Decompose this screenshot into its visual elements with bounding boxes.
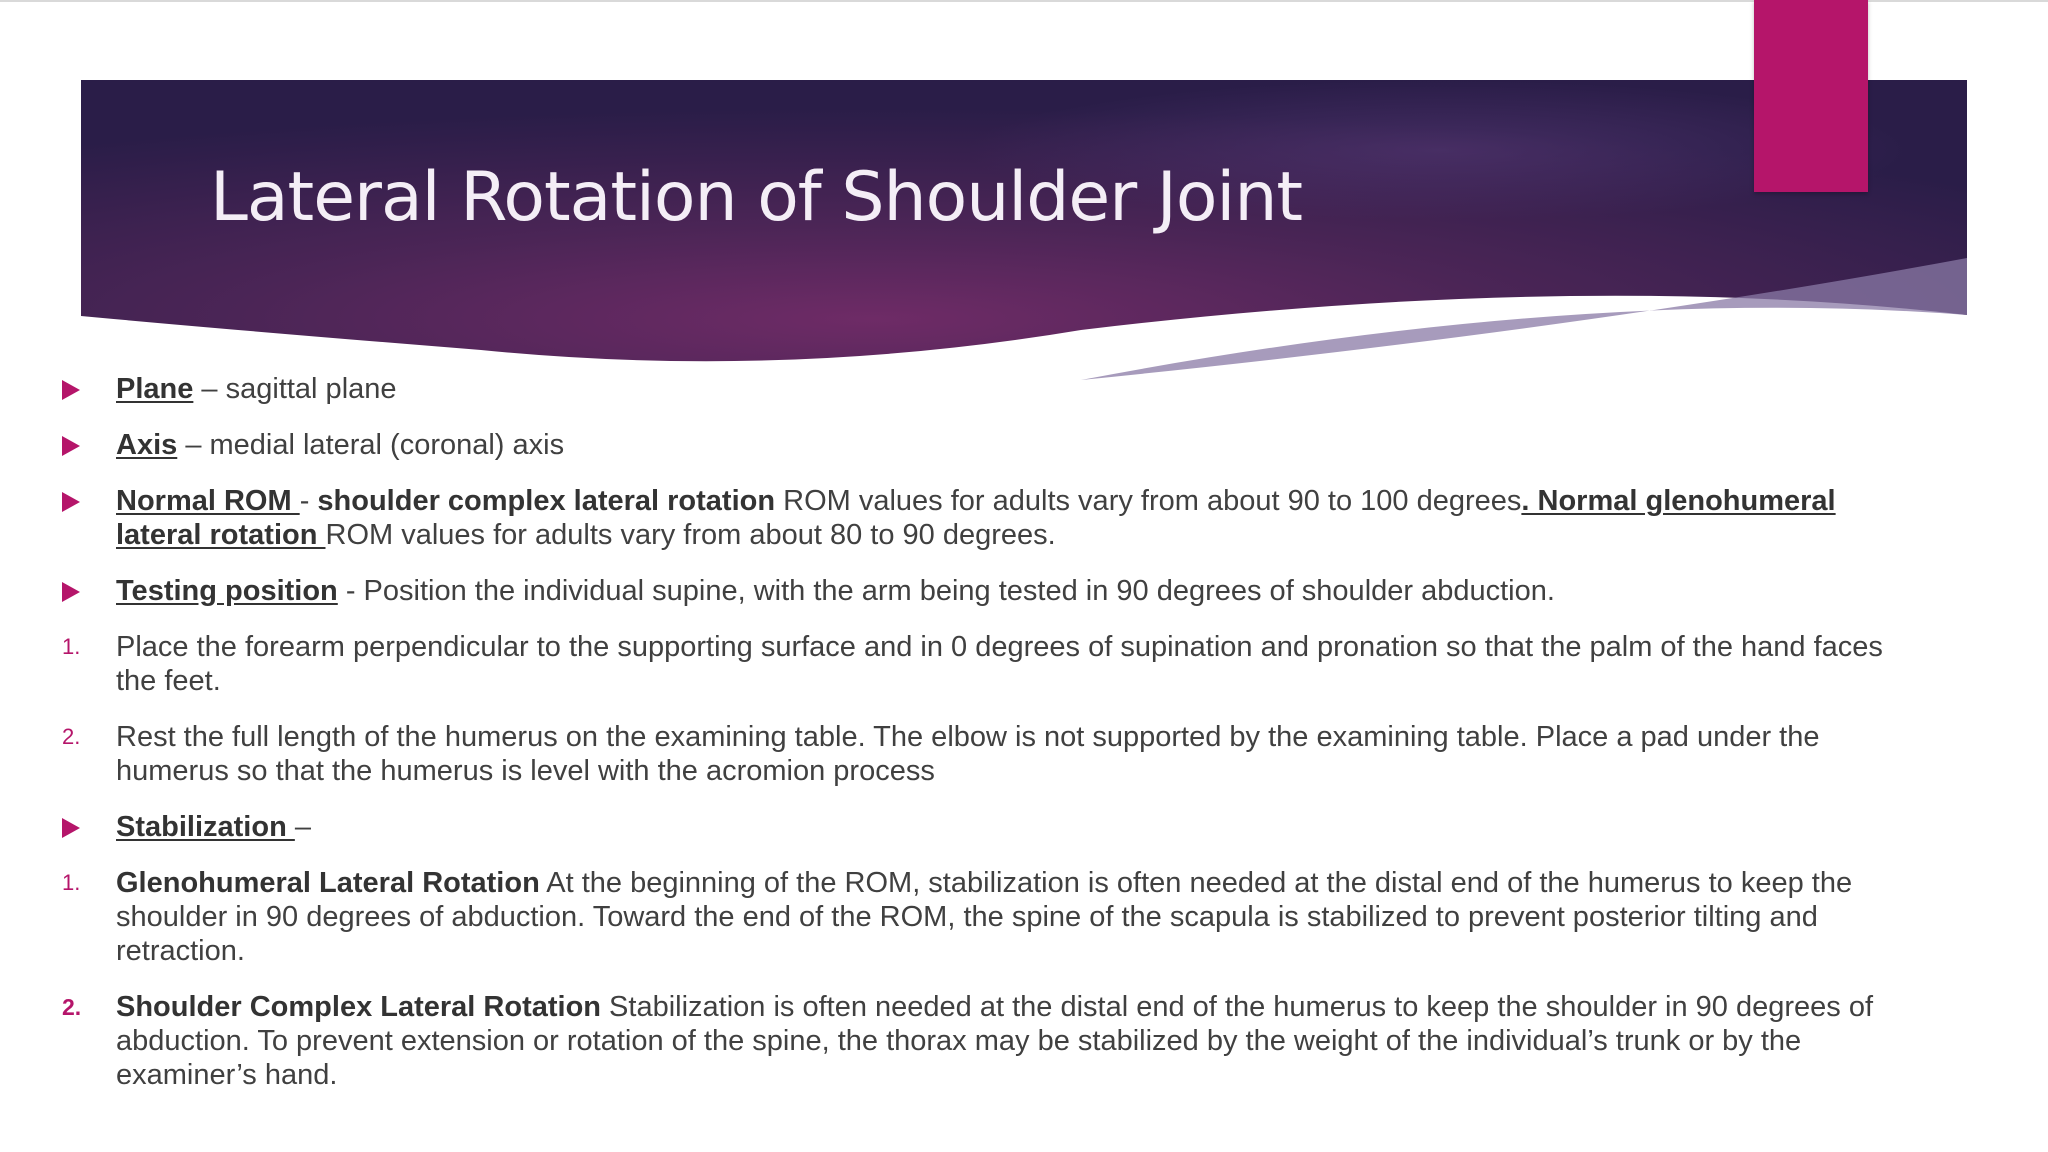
normal-rom-bold1: shoulder complex lateral rotation xyxy=(317,485,776,517)
axis-text: – medial lateral (coronal) axis xyxy=(177,429,565,461)
axis-label: Axis xyxy=(116,429,178,461)
stabilization-1-text: At the beginning of the ROM, stabilization is often needed at the distal end of the humerus to keep the shoulder in 90 degrees of abduction. Toward the end of the ROM, the spine of the scapula is stabilized to prevent posterior tilting and retraction. xyxy=(116,867,1853,967)
slide-title: Lateral Rotation of Shoulder Joint xyxy=(210,158,1303,237)
number-marker: 2. xyxy=(62,724,81,749)
stabilization-label: Stabilization xyxy=(116,811,295,843)
number-marker: 1. xyxy=(62,870,81,895)
normal-rom-text1: ROM values for adults vary from about 90 to 100 degrees xyxy=(775,485,1522,517)
list-item-testing-position xyxy=(116,574,1906,608)
normal-rom-label: Normal ROM xyxy=(116,485,300,517)
normal-rom-bold2: . Normal glenohumeral lateral rotation xyxy=(116,485,1836,551)
stabilization-2-bold: Shoulder Complex Lateral Rotation xyxy=(116,991,601,1023)
testing-position-label: Testing position xyxy=(116,575,338,607)
number-marker: 1. xyxy=(62,634,81,659)
list-item-stabilization xyxy=(116,810,1906,844)
list-item-testing-step-2 xyxy=(116,720,1906,788)
list-item-stabilization-1 xyxy=(116,866,1906,968)
triangle-bullet-icon xyxy=(62,372,102,406)
triangle-bullet-icon xyxy=(62,428,102,462)
list-item-normal-rom xyxy=(116,484,1906,552)
stabilization-dash: – xyxy=(294,811,311,843)
plane-text: – sagittal plane xyxy=(193,373,397,405)
list-item-plane xyxy=(116,372,1906,406)
number-marker: 2. xyxy=(62,994,82,1020)
triangle-bullet-icon xyxy=(62,484,102,518)
normal-rom-dash: - xyxy=(299,485,318,517)
stabilization-2-text: Stabilization is often needed at the distal end of the humerus to keep the shoulder in 90 degrees of abduction. To prevent extension or rotation of the spine, the thorax may be stabilized by the weight of the individual’s trunk or by the examiner’s hand. xyxy=(116,991,1874,1091)
plane-label: Plane xyxy=(116,373,194,405)
normal-rom-text2: ROM values for adults vary from about 80 to 90 degrees. xyxy=(325,519,1056,551)
list-item-axis xyxy=(116,428,1906,462)
list-item-testing-step-1 xyxy=(116,630,1906,698)
triangle-bullet-icon xyxy=(62,810,102,844)
testing-position-text: - Position the individual supine, with the arm being tested in 90 degrees of shoulder abduction. xyxy=(337,575,1555,607)
triangle-bullet-icon xyxy=(62,574,102,608)
testing-step-2-text: Rest the full length of the humerus on the examining table. The elbow is not supported by the examining table. Place a pad under the humerus so that the humerus is level with the acromion process xyxy=(116,721,1820,787)
list-item-stabilization-2 xyxy=(116,990,1906,1092)
stabilization-1-bold: Glenohumeral Lateral Rotation xyxy=(116,867,540,899)
testing-step-1-text: Place the forearm perpendicular to the supporting surface and in 0 degrees of supination and pronation so that the palm of the hand faces the feet. xyxy=(116,631,1883,697)
